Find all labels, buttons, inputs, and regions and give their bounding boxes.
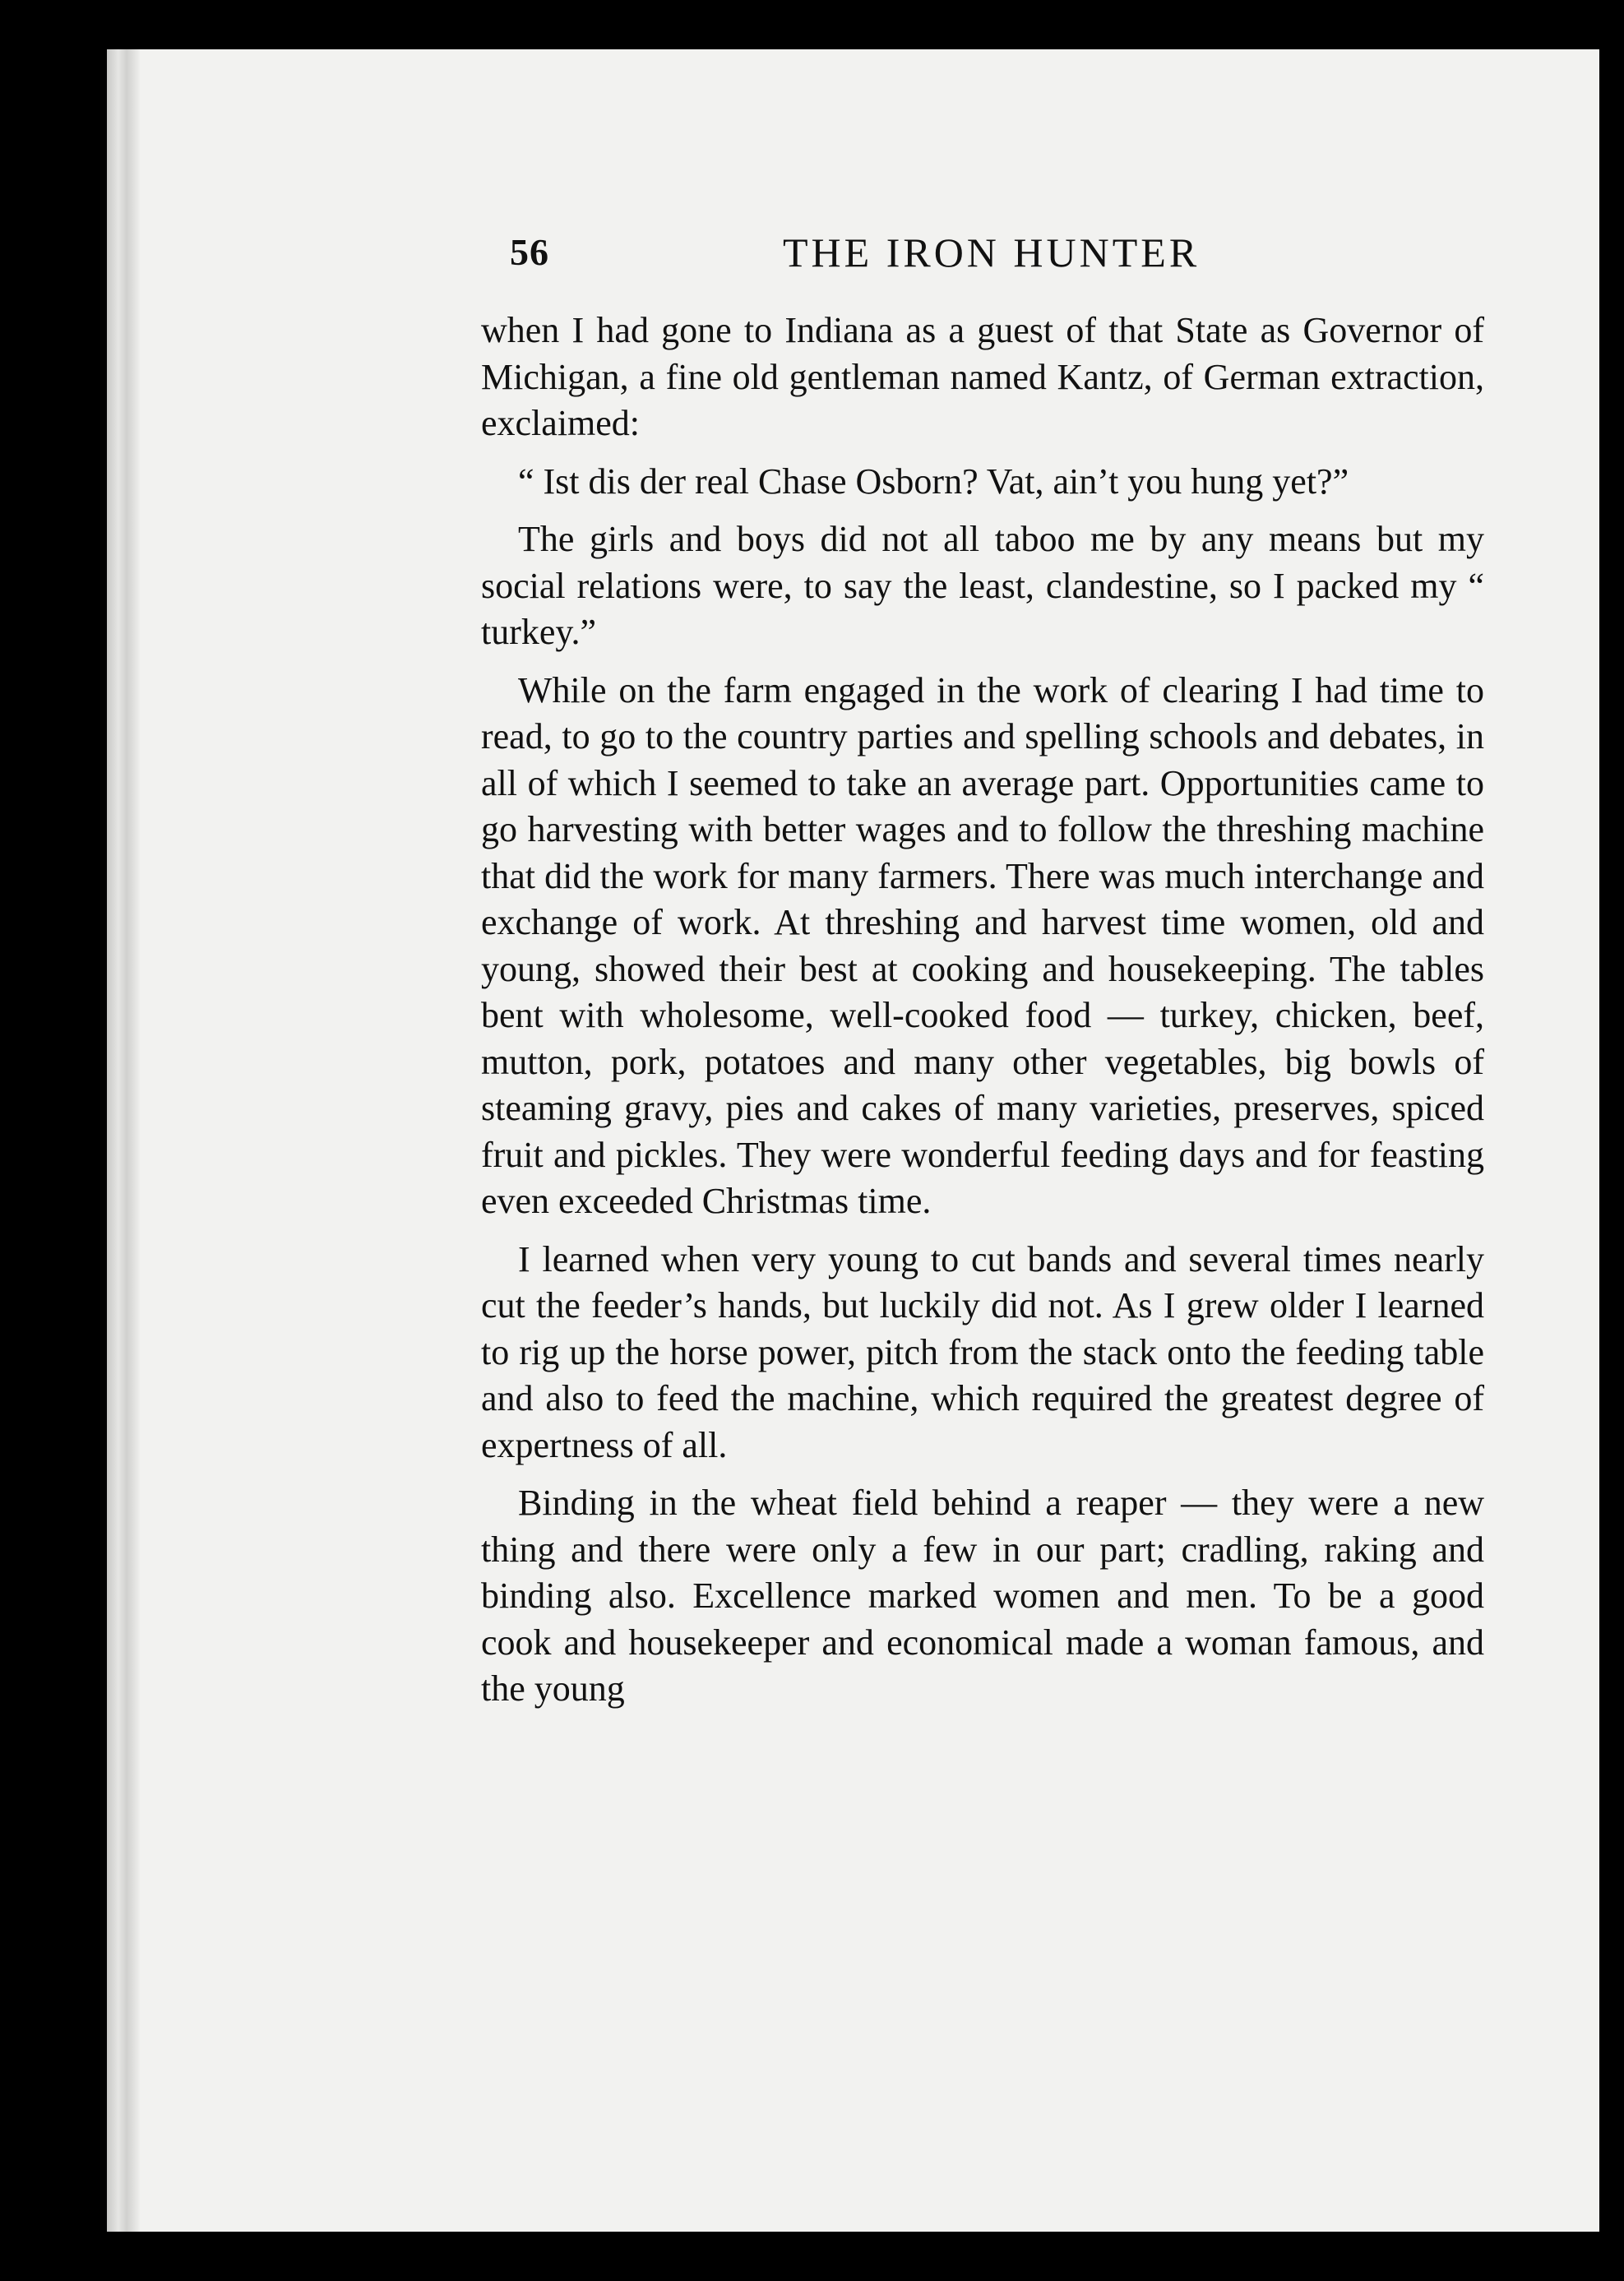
paragraph-6: Binding in the wheat field behind a reaper — they were a new thing and there were only a few in our part; cradling, raking and binding also. Excellence marked women and men. To be a good cook and housekeeper and economical made a woman famous, and the young — [481, 1483, 1484, 1709]
paragraph-4: While on the farm engaged in the work of clearing I had time to read, to go to the country parties and spelling schools and debates, in all of which I seemed to take an average part. Opportunities came to go harvesting with better wages and to follow the threshing machine that did the work for many farmers. There was much interchange and exchange of work. At threshing and harvest time women, old and young, showed their best at cooking and housekeeping. The tables bent with wholesome, well-cooked food — turkey, chicken, beef, mutton, pork, potatoes and many other vegetables, big bowls of steaming gravy, pies and cakes of many varieties, preserves, spiced fruit and pickles. They were wonderful feeding days and for feasting even exceeded Christmas time. — [481, 669, 1484, 1221]
book-title: THE IRON HUNTER — [783, 229, 1201, 275]
paragraph-2: “ Ist dis der real Chase Osborn? Vat, ain’t you hung yet?” — [518, 460, 1349, 502]
page-number: 56 — [510, 231, 549, 273]
body-text — [481, 308, 1484, 1724]
paragraph-3: The girls and boys did not all taboo me by any means but my social relations were, to say the least, clandestine, so I packed my “ turkey.” — [481, 519, 1484, 652]
running-head — [510, 229, 1455, 294]
paragraph-5: I learned when very young to cut bands and several times nearly cut the feeder’s hands, but luckily did not. As I grew older I learned to rig up the horse power, pitch from the stack onto the feeding table and also to feed the machine, which required the greatest degree of expertness of all. — [481, 1238, 1484, 1465]
page-binding-edge — [107, 49, 140, 2232]
paragraph-1: when I had gone to Indiana as a guest of that State as Governor of Michigan, a fine old gentleman named Kantz, of German extraction, exclaimed: — [481, 310, 1484, 443]
